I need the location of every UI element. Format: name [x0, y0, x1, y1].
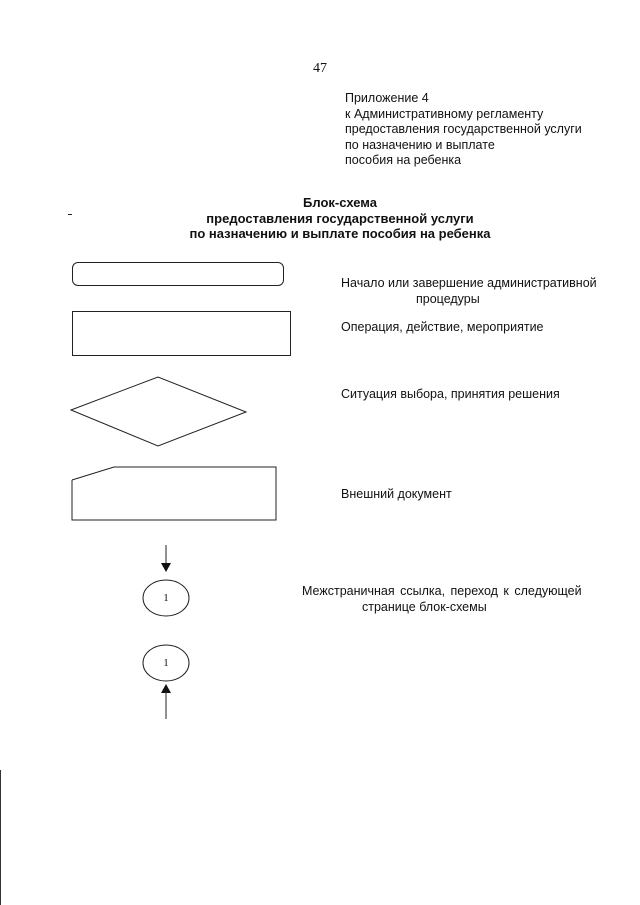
page-number: 47	[313, 61, 327, 76]
process-shape	[72, 311, 291, 356]
page-title	[120, 195, 560, 242]
legend-label-external-document	[341, 487, 452, 503]
legend-line: странице блок-схемы	[362, 599, 487, 614]
legend-label-decision	[341, 387, 560, 403]
title-line: Блок-схема	[303, 195, 377, 210]
connector-label: 1	[163, 657, 169, 669]
scan-edge-line	[0, 770, 1, 905]
appendix-line: предоставления государственной услуги	[345, 122, 582, 136]
decision-shape	[70, 376, 248, 448]
legend-label-process	[341, 320, 544, 336]
legend-label-connector	[302, 584, 582, 615]
legend-line: Внешний документ	[341, 487, 452, 501]
legend-line: процедуры	[416, 291, 480, 306]
appendix-line: пособия на ребенка	[345, 153, 462, 167]
appendix-header	[345, 91, 582, 169]
margin-dash	[68, 214, 72, 215]
arrow-down-icon	[161, 563, 171, 572]
terminator-shape	[72, 262, 284, 286]
title-line: по назначению и выплате пособия на ребенка	[189, 226, 491, 241]
appendix-line: по назначению и выплате	[345, 137, 495, 152]
off-page-connector-outgoing	[138, 545, 198, 617]
legend-line: Начало или завершение административной	[341, 276, 597, 290]
legend-line: Межстраничная ссылка, переход к следующей	[302, 584, 582, 598]
legend-line: Операция, действие, мероприятие	[341, 320, 544, 334]
legend-line: Ситуация выбора, принятия решения	[341, 387, 560, 401]
title-line: предоставления государственной услуги	[206, 210, 474, 226]
off-page-connector-incoming	[138, 643, 198, 723]
appendix-line: к Административному регламенту	[345, 106, 544, 121]
connector-label: 1	[163, 592, 169, 604]
appendix-line: Приложение 4	[345, 91, 429, 105]
legend-label-terminator	[341, 276, 597, 307]
external-document-shape	[70, 465, 280, 522]
